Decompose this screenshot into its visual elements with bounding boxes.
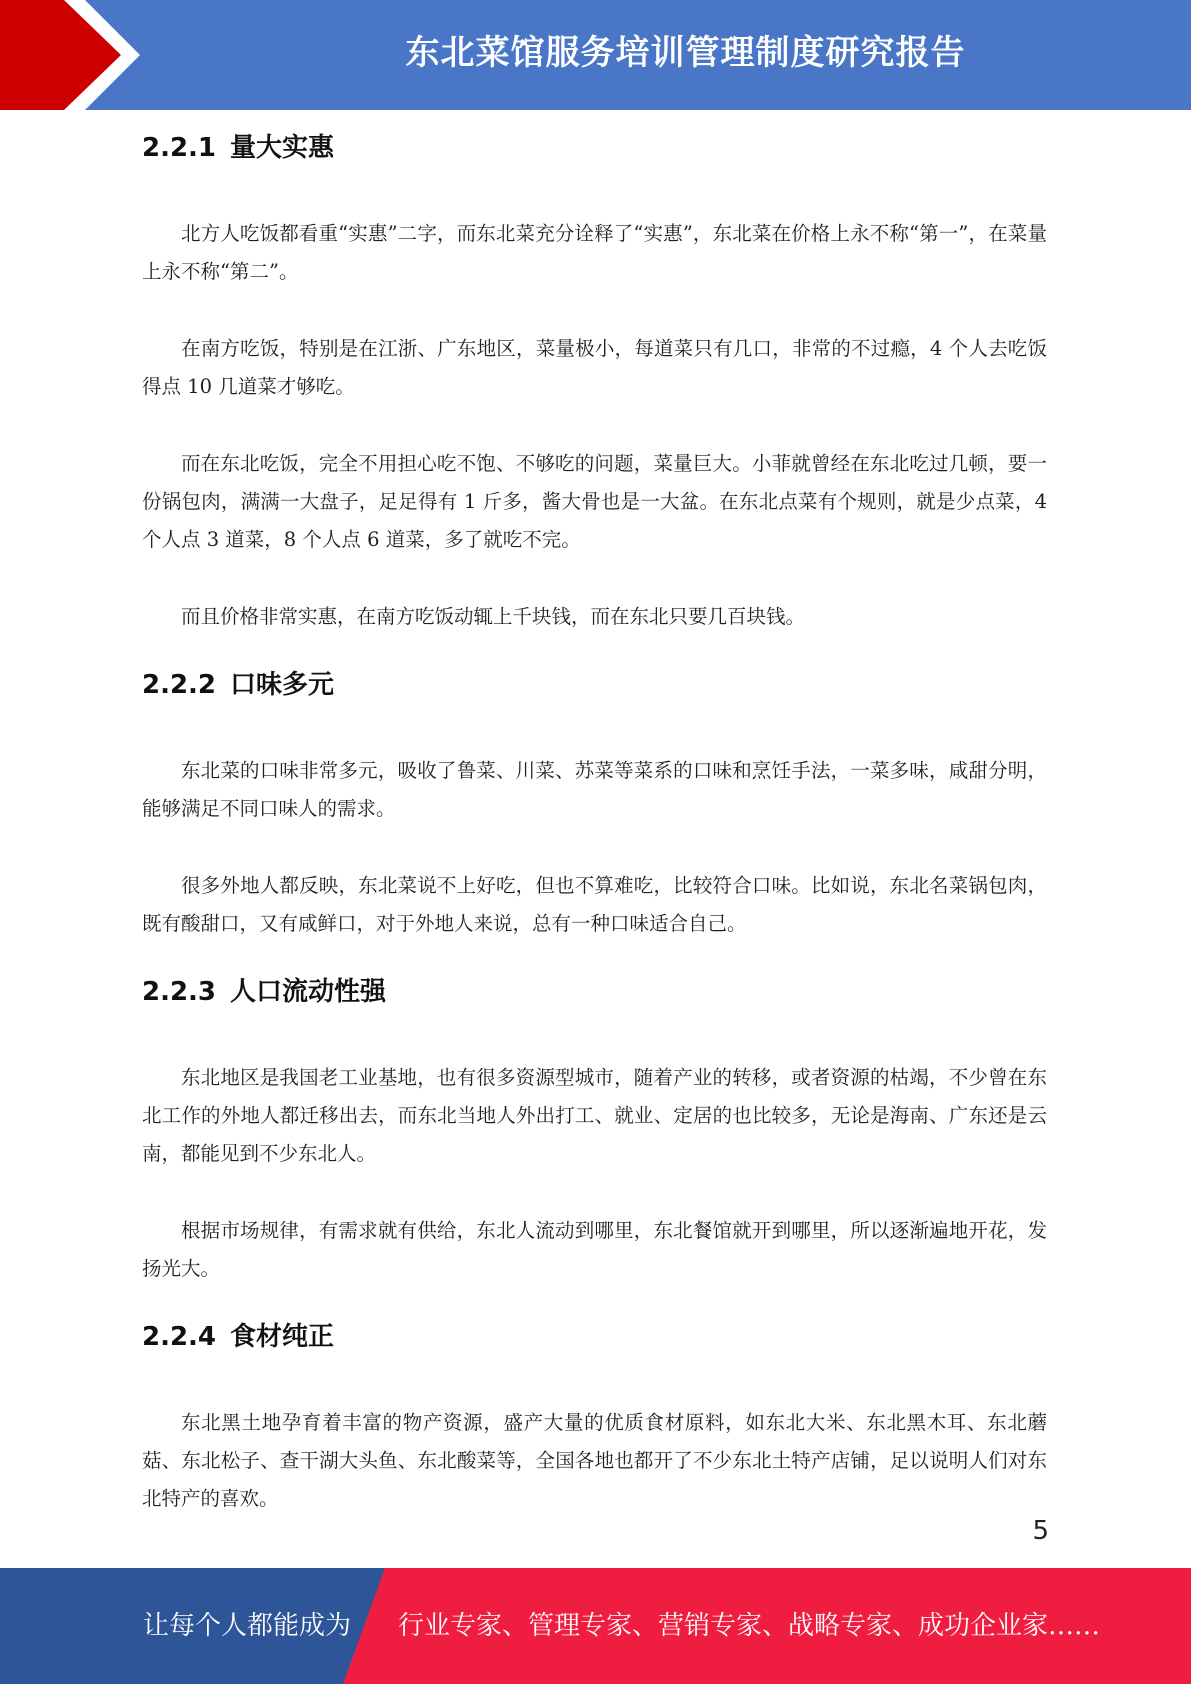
paragraph: 东北菜的口味非常多元，吸收了鲁菜、川菜、苏菜等菜系的口味和烹饪手法，一菜多味，咸甜分明，能够满足不同口味人的需求。 bbox=[142, 759, 1047, 820]
section-title: 食材纯正 bbox=[230, 1322, 335, 1352]
section-number: 2.2.2 bbox=[142, 670, 217, 700]
paragraph: 北方人吃饭都看重“实惠”二字，而东北菜充分诠释了“实惠”，东北菜在价格上永不称“第一”，在菜量上永不称“第二”。 bbox=[142, 222, 1047, 283]
paragraph: 很多外地人都反映，东北菜说不上好吃，但也不算难吃，比较符合口味。比如说，东北名菜锅包肉，既有酸甜口，又有咸鲜口，对于外地人来说，总有一种口味适合自己。 bbox=[142, 874, 1047, 935]
section-heading bbox=[142, 670, 1047, 700]
section-2-2-3 bbox=[142, 943, 1047, 1288]
page-footer bbox=[0, 1568, 1191, 1684]
footer-slogan-right: 行业专家、管理专家、营销专家、战略专家、成功企业家…… bbox=[398, 1611, 1101, 1641]
main-content bbox=[142, 110, 1047, 1518]
section-number: 2.2.3 bbox=[142, 977, 217, 1007]
paragraph: 在南方吃饭，特别是在江浙、广东地区，菜量极小，每道菜只有几口，非常的不过瘾，4 个人去吃饭得点 10 几道菜才够吃。 bbox=[142, 337, 1047, 398]
section-2-2-1 bbox=[142, 110, 1047, 636]
section-2-2-4 bbox=[142, 1288, 1047, 1518]
section-title: 量大实惠 bbox=[230, 133, 335, 163]
page-number: 5 bbox=[1032, 1516, 1049, 1546]
footer-slogan-left: 让每个人都能成为 bbox=[143, 1611, 352, 1641]
section-heading bbox=[142, 1322, 1047, 1352]
section-number: 2.2.4 bbox=[142, 1322, 217, 1352]
paragraph: 而且价格非常实惠，在南方吃饭动辄上千块钱，而在东北只要几百块钱。 bbox=[181, 605, 806, 628]
section-heading bbox=[142, 977, 1047, 1007]
section-heading bbox=[142, 133, 1047, 163]
page-header bbox=[0, 0, 1191, 110]
document-title: 东北菜馆服务培训管理制度研究报告 bbox=[405, 33, 966, 73]
red-chevron-decoration bbox=[0, 0, 160, 110]
paragraph: 而在东北吃饭，完全不用担心吃不饱、不够吃的问题，菜量巨大。小菲就曾经在东北吃过几顿，要一份锅包肉，满满一大盘子，足足得有 1 斤多，酱大骨也是一大盆。在东北点菜有个规则，就是少点菜，4 个人点 3 道菜，8 个人点 6 道菜，多了就吃不完。 bbox=[142, 452, 1047, 551]
paragraph: 东北地区是我国老工业基地，也有很多资源型城市，随着产业的转移，或者资源的枯竭，不少曾在东北工作的外地人都迁移出去，而东北当地人外出打工、就业、定居的也比较多，无论是海南、广东还是云南，都能见到不少东北人。 bbox=[142, 1066, 1047, 1165]
paragraph: 东北黑土地孕育着丰富的物产资源，盛产大量的优质食材原料，如东北大米、东北黑木耳、东北蘑菇、东北松子、查干湖大头鱼、东北酸菜等，全国各地也都开了不少东北土特产店铺，足以说明人们对东北特产的喜欢。 bbox=[142, 1411, 1047, 1510]
section-number: 2.2.1 bbox=[142, 133, 217, 163]
paragraph: 根据市场规律，有需求就有供给，东北人流动到哪里，东北餐馆就开到哪里，所以逐渐遍地开花，发扬光大。 bbox=[142, 1219, 1047, 1280]
section-2-2-2 bbox=[142, 636, 1047, 943]
section-title: 口味多元 bbox=[230, 670, 335, 700]
section-title: 人口流动性强 bbox=[230, 977, 387, 1007]
